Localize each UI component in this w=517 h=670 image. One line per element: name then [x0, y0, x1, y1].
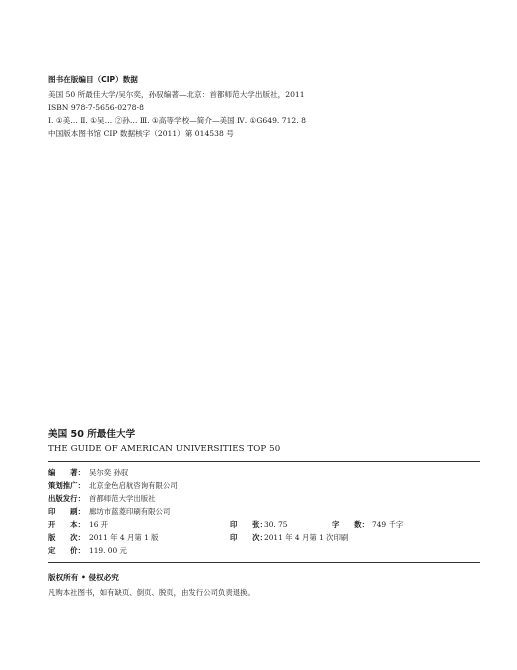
divider [48, 562, 480, 563]
format-value: 16 开 [89, 520, 109, 529]
edition-label: 版 次： [48, 533, 85, 542]
price-value: 119. 00 元 [89, 546, 127, 555]
planner-label: 策划推广： [48, 481, 85, 490]
impression-label: 印 次： [230, 533, 267, 542]
editor-label: 编 著： [48, 468, 85, 477]
planner-value: 北京金色启航咨询有限公司 [89, 481, 178, 490]
editor-value: 吴尔奕 孙驭 [89, 468, 129, 477]
cip-classification-line: Ⅰ. ①美… Ⅱ. ①吴… ②孙… Ⅲ. ①高等学校—简介—美国 Ⅳ. ①G649. 712. 8 [48, 116, 306, 125]
book-title-chinese: 美国 50 所最佳大学 [48, 429, 136, 440]
words-value: 749 千字 [372, 520, 404, 529]
return-notice: 凡购本社图书，如有缺页、倒页、脱页，由发行公司负责退换。 [48, 588, 255, 597]
cip-library-line: 中国版本图书馆 CIP 数据核字（2011）第 014538 号 [48, 129, 234, 138]
cip-isbn-line: ISBN 978-7-5656-0278-8 [48, 103, 144, 112]
cip-title-line: 美国 50 所最佳大学/吴尔奕，孙驭编著—北京：首都师范大学出版社，2011 [48, 90, 305, 99]
detail-row-editor [48, 466, 480, 479]
publisher-label: 出版发行： [48, 494, 85, 503]
cip-heading: 图书在版编目（CIP）数据 [48, 75, 138, 84]
sheets-label: 印 张： [230, 520, 267, 529]
detail-row-printer [48, 505, 480, 518]
detail-row-publisher [48, 492, 480, 505]
book-title-english: THE GUIDE OF AMERICAN UNIVERSITIES TOP 50 [48, 444, 281, 454]
book-info-block [48, 428, 480, 599]
printer-value: 廊坊市蓝菱印刷有限公司 [89, 507, 171, 516]
detail-row-price [48, 544, 480, 557]
detail-row-edition [48, 531, 480, 544]
detail-row-planner [48, 479, 480, 492]
publisher-value: 首都师范大学出版社 [89, 494, 156, 503]
publication-details [48, 466, 480, 557]
printer-label: 印 刷： [48, 507, 85, 516]
rights-heading: 版权所有 • 侵权必究 [48, 573, 119, 582]
detail-row-format [48, 518, 480, 531]
edition-value: 2011 年 4 月第 1 版 [89, 533, 159, 542]
words-label: 字 数： [332, 520, 369, 529]
impression-value: 2011 年 4 月第 1 次印刷 [264, 533, 349, 542]
sheets-value: 30. 75 [264, 520, 288, 529]
cip-block [48, 74, 468, 140]
price-label: 定 价： [48, 546, 85, 555]
format-label: 开 本： [48, 520, 85, 529]
divider [48, 461, 480, 462]
